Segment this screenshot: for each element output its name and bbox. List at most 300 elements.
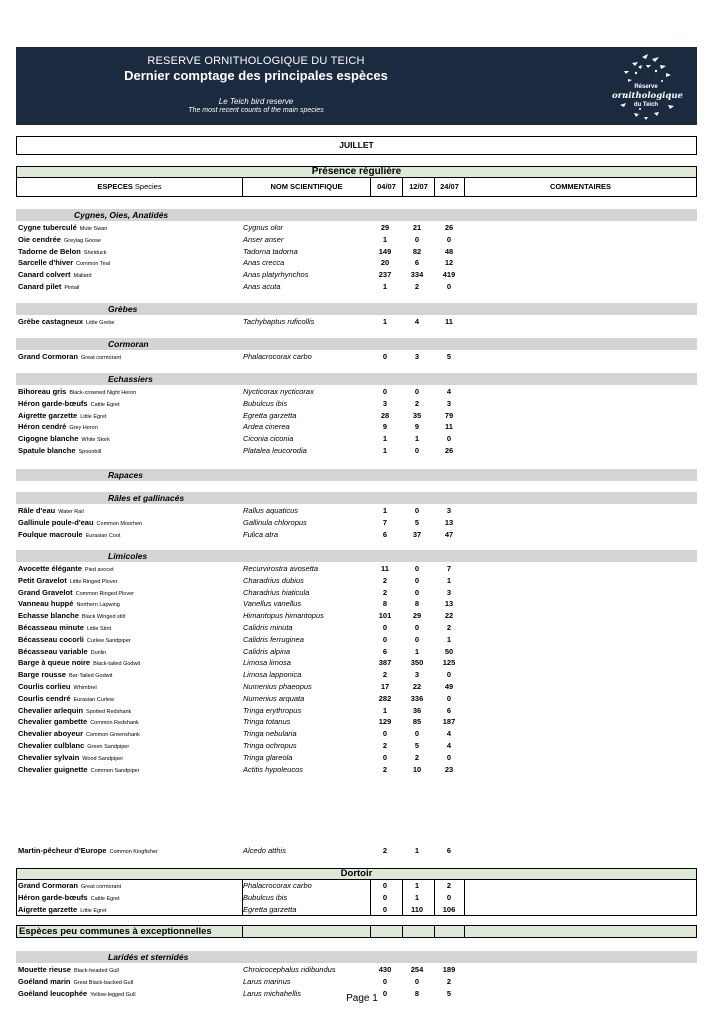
species-name-fr: Héron garde-bœufs: [18, 398, 88, 408]
species-name-fr: Grand Cormoran: [18, 352, 79, 361]
species-row: [16, 433, 697, 445]
species-row: [16, 587, 697, 599]
count-value: 48: [444, 246, 454, 256]
count-value: 0: [414, 575, 420, 585]
species-name-fr: Héron cendré: [18, 422, 67, 432]
scientific-name: Egretta garzetta: [243, 904, 297, 914]
count-value: 0: [382, 881, 388, 890]
count-value: 0: [382, 976, 388, 986]
count-value: 6: [414, 258, 420, 268]
scientific-name: Tringa nebularia: [243, 729, 297, 739]
count-value: 1: [382, 705, 388, 715]
species-name-fr: Oie cendrée: [18, 234, 61, 244]
species-name-fr: Goéland marin: [18, 976, 71, 986]
species-name-fr: Bécasseau cocorli: [18, 634, 84, 644]
count-value: 17: [380, 682, 390, 691]
species-name-en: Little Stint: [86, 626, 112, 632]
count-value: 1: [382, 234, 388, 244]
species-name-en: Curlew Sandpiper: [86, 637, 131, 644]
count-value: 0: [414, 506, 420, 515]
count-value: 8: [382, 599, 388, 609]
count-value: 85: [412, 717, 422, 727]
species-name-en: Wood Sandpiper: [82, 755, 124, 762]
count-value: 2: [382, 670, 388, 680]
count-value: 0: [446, 752, 452, 762]
column-divider: [370, 926, 371, 937]
species-name-en: Common Greenshank: [86, 732, 140, 739]
scientific-name: Himantopus himantopus: [243, 611, 324, 621]
scientific-name: Tringa totanus: [243, 717, 291, 727]
scientific-name: Alcedo atthis: [243, 846, 286, 855]
species-name-fr: Aigrette garzette: [18, 904, 78, 914]
scientific-name: Egretta garzetta: [243, 410, 297, 420]
species-name-en: Common Ringed Plover: [75, 590, 134, 597]
count-value: 387: [378, 658, 392, 668]
count-value: 2: [414, 752, 420, 762]
species-name-en: Little Ringed Plover: [69, 578, 118, 585]
reserve-name-en: Le Teich bird reserve: [218, 97, 294, 106]
scientific-name: Larus marinus: [243, 976, 291, 986]
group-name: Grèbes: [108, 304, 138, 314]
species-row: [16, 257, 697, 269]
species-row: [16, 316, 697, 328]
scientific-name: Numenius arquata: [243, 693, 305, 703]
scientific-name: Phalacrocorax carbo: [243, 352, 312, 361]
scientific-name: Numenius phaeopus: [243, 682, 312, 691]
count-value: 110: [410, 904, 424, 914]
species-name-en: Yellow-legged Gull: [90, 991, 136, 998]
species-name-fr: Petit Gravelot: [18, 575, 67, 585]
comments-column-header: COMMENTAIRES: [549, 182, 612, 191]
count-value: 0: [446, 892, 452, 902]
count-value: 4: [414, 317, 420, 326]
count-value: 1: [382, 506, 388, 515]
count-value: 187: [442, 717, 456, 727]
dortoir-title: Dortoir: [340, 868, 373, 879]
count-value: 0: [382, 988, 388, 998]
group-name: Cormoran: [108, 339, 149, 349]
scientific-name: Anas platyrhynchos: [243, 270, 309, 280]
count-value: 282: [378, 693, 392, 703]
count-value: 4: [446, 729, 452, 739]
species-row: [16, 622, 697, 634]
count-value: 36: [412, 705, 422, 715]
count-value: 12: [444, 258, 454, 268]
count-value: 26: [444, 446, 454, 455]
species-name-en: Bar-Tailed Godwit: [68, 673, 113, 680]
count-value: 2: [446, 881, 452, 890]
count-value: 4: [446, 741, 452, 750]
count-value: 336: [410, 693, 424, 703]
logo-text-1: Réserve: [634, 84, 658, 90]
count-value: 8: [414, 599, 420, 609]
scientific-name: Gallinula chloropus: [243, 517, 307, 527]
date-column-header: 12/07: [403, 178, 435, 196]
column-header-row: [16, 177, 697, 197]
count-value: 2: [382, 846, 388, 855]
count-value: 3: [414, 352, 420, 361]
count-value: 20: [380, 258, 390, 268]
count-value: 1: [414, 892, 420, 902]
count-value: 35: [412, 410, 422, 420]
scientific-name: Calidris ferruginea: [243, 634, 304, 644]
species-name-en: Black-tailed Godwit: [93, 661, 141, 668]
count-value: 1: [414, 846, 420, 855]
species-name-fr: Chevalier aboyeur: [18, 729, 84, 739]
species-row: [16, 517, 697, 529]
species-name-fr: Héron garde-bœufs: [18, 892, 88, 902]
scientific-name: Calidris minuta: [243, 623, 293, 632]
species-name-en: Common Teal: [76, 261, 110, 268]
count-value: 1: [414, 434, 420, 444]
species-row: [16, 610, 697, 622]
group-name: Râles et gallinacés: [108, 493, 185, 503]
count-value: 22: [444, 611, 454, 621]
count-value: 5: [414, 741, 420, 750]
count-value: 37: [412, 529, 422, 539]
month-title: JUILLET: [16, 136, 697, 155]
count-value: 1: [446, 575, 452, 585]
species-row: [16, 598, 697, 610]
species-row: [16, 693, 697, 705]
species-name-fr: Bihoreau gris: [18, 387, 67, 396]
species-row: [16, 281, 697, 293]
species-row: [16, 764, 697, 776]
species-name-en: Spoonbill: [78, 449, 102, 455]
count-value: 0: [382, 892, 388, 902]
species-row: [16, 904, 697, 916]
species-row: [16, 669, 697, 681]
count-value: 1: [414, 646, 420, 656]
species-name: [18, 281, 79, 294]
species-name-fr: Martin-pêcheur d'Europe: [18, 846, 107, 855]
count-value: 189: [442, 965, 456, 974]
count-value: 0: [446, 670, 452, 680]
date-column-header: 04/07: [371, 178, 403, 196]
species-name-fr: Chevalier arlequin: [18, 705, 84, 715]
species-name-fr: Chevalier guignette: [18, 764, 88, 774]
count-value: 11: [445, 317, 453, 326]
species-name-fr: Spatule blanche: [18, 446, 76, 455]
species-name-en: Northern Lapwing: [76, 602, 120, 609]
count-value: 50: [444, 646, 454, 656]
species-row: [16, 246, 697, 258]
exceptional-species-title: [16, 925, 697, 938]
reserve-logo: [612, 51, 683, 121]
species-name-en: Spotted Redshank: [86, 708, 132, 715]
scientific-name: Vanellus vanellus: [243, 599, 302, 609]
count-value: 0: [446, 234, 452, 244]
count-value: 79: [444, 410, 454, 420]
scientific-name: Platalea leucorodia: [243, 446, 307, 455]
count-value: 5: [446, 988, 452, 998]
count-value: 101: [378, 611, 392, 621]
count-value: 6: [382, 646, 388, 656]
species-name: [18, 845, 158, 858]
species-name-fr: Grand Gravelot: [18, 587, 73, 597]
count-value: 2: [382, 575, 388, 585]
count-value: 21: [412, 223, 422, 232]
species-name-en: Great Black-backed Gull: [73, 979, 134, 986]
species-row: [16, 563, 697, 575]
species-name-fr: Bécasseau variable: [18, 646, 88, 656]
count-value: 29: [380, 223, 390, 232]
count-value: 47: [444, 529, 454, 539]
count-value: 0: [446, 434, 452, 444]
species-row: [16, 716, 697, 728]
species-row: [16, 386, 697, 398]
scientific-name: Bubulcus ibis: [243, 398, 288, 408]
scientific-name: Charadrius hiaticula: [243, 587, 310, 597]
count-value: 0: [382, 634, 388, 644]
count-value: 0: [382, 623, 388, 632]
scientific-name: Anas crecca: [243, 258, 285, 268]
species-name-fr: Chevalier culblanc: [18, 741, 85, 750]
species-name-en: Eurasian Curlew: [73, 696, 114, 703]
species-row: [16, 269, 697, 281]
species-name-fr: Goéland leucophée: [18, 988, 88, 998]
count-value: 5: [414, 517, 420, 527]
scientific-name: Limosa lapponica: [243, 670, 302, 680]
count-value: 106: [442, 904, 456, 914]
page-number: Page 1: [346, 993, 378, 1004]
count-value: 419: [442, 270, 456, 280]
group-name: Echassiers: [108, 374, 153, 384]
count-value: 0: [414, 387, 420, 396]
count-value: 0: [446, 282, 452, 291]
scientific-name: Charadrius dubius: [243, 575, 304, 585]
species-name-en: Eurasian Coot: [85, 532, 121, 539]
count-value: 430: [378, 965, 392, 974]
count-value: 0: [414, 623, 420, 632]
scientific-name: Tringa ochropus: [243, 741, 297, 750]
scientific-name: Chroicocephalus ridibundus: [243, 965, 336, 974]
scientific-name: Phalacrocorax carbo: [243, 881, 312, 890]
count-value: 0: [382, 387, 388, 396]
species-name-en: Common Moorhen: [96, 520, 143, 527]
scientific-name: Tringa glareola: [243, 752, 293, 762]
species-name-fr: Courlis corlieu: [18, 682, 71, 691]
species-row: [16, 705, 697, 717]
count-value: 49: [444, 682, 454, 691]
species-name-fr: Gallinule poule-d'eau: [18, 517, 94, 527]
count-value: 237: [378, 270, 392, 280]
species-row: [16, 505, 697, 517]
species-name-en: Grey Heron: [69, 425, 98, 432]
species-row: [16, 728, 697, 740]
species-row: [16, 421, 697, 433]
report-title-en: The most recent counts of the main species: [188, 107, 324, 114]
scientific-name: Tringa erythropus: [243, 705, 302, 715]
species-row: [16, 880, 697, 892]
species-name-en: Common Kingfisher: [109, 849, 158, 855]
scientific-name: Anas acuta: [243, 282, 281, 291]
species-name-fr: Barge à queue noire: [18, 658, 91, 668]
species-name-en: Cattle Egret: [90, 401, 120, 408]
column-divider: [402, 926, 403, 937]
species-name: [18, 529, 120, 542]
count-value: 1: [414, 881, 420, 890]
count-value: 6: [382, 529, 388, 539]
group-name: Cygnes, Oies, Anatidés: [74, 210, 169, 220]
count-value: 2: [382, 587, 388, 597]
count-value: 1: [382, 282, 388, 291]
species-name-en: Dunlin: [90, 649, 107, 656]
species-name-en: Mute Swan: [79, 226, 108, 232]
count-value: 9: [414, 422, 420, 432]
count-value: 10: [412, 764, 422, 774]
species-name-en: Cattle Egret: [90, 895, 120, 902]
count-value: 0: [382, 904, 388, 914]
species-row: [16, 752, 697, 764]
species-row: [16, 529, 697, 541]
count-value: 28: [380, 410, 390, 420]
species-name-fr: Cigogne blanche: [18, 434, 79, 444]
scientific-name: Anser anser: [243, 234, 284, 244]
count-value: 0: [414, 446, 420, 455]
column-divider: [242, 926, 243, 937]
species-name-en: Little Grebe: [86, 320, 115, 326]
count-value: 3: [414, 670, 420, 680]
presence-section-title: Présence régulière: [16, 166, 697, 178]
species-name-en: Little Egret: [80, 907, 107, 914]
count-value: 4: [446, 387, 452, 396]
species-row: [16, 410, 697, 422]
scientific-name: Limosa limosa: [243, 658, 291, 668]
species-name-en: Shelduck: [83, 249, 107, 256]
count-value: 2: [382, 764, 388, 774]
scientific-name: Tadorna tadorna: [243, 246, 298, 256]
species-name-en: Water Rail: [58, 509, 84, 515]
scientific-name: Bubulcus ibis: [243, 892, 288, 902]
species-name: [18, 904, 106, 917]
species-name-fr: Mouette rieuse: [18, 965, 71, 974]
group-header: [16, 951, 697, 963]
scientific-column-header: NOM SCIENTIFIQUE: [243, 178, 371, 196]
species-name: [18, 764, 140, 777]
scientific-name: Fulica atra: [243, 529, 279, 539]
species-name-en: Pied avocet: [84, 567, 114, 573]
count-value: 0: [414, 587, 420, 597]
species-name-en: Mallard: [73, 273, 92, 280]
logo-text-3: du Teich: [633, 102, 659, 108]
species-name-fr: Foulque macroule: [18, 529, 83, 539]
species-row: [16, 976, 697, 988]
scientific-name: Tachybaptus ruficollis: [243, 317, 315, 326]
count-value: 350: [410, 658, 424, 668]
scientific-name: Ardea cinerea: [243, 422, 290, 432]
species-name-fr: Courlis cendré: [18, 693, 71, 703]
count-value: 8: [414, 988, 420, 998]
species-name-fr: Canard pilet: [18, 282, 62, 291]
count-value: 2: [414, 282, 420, 291]
species-name: [18, 351, 121, 364]
count-value: 7: [446, 564, 452, 573]
species-row: [16, 222, 697, 234]
scientific-name: Rallus aquaticus: [243, 506, 299, 515]
count-value: 22: [412, 682, 422, 691]
count-value: 1: [382, 317, 388, 326]
species-name-en: Great cormorant: [81, 355, 122, 361]
species-name: [18, 316, 114, 329]
count-value: 7: [382, 517, 388, 527]
report-header: [16, 47, 697, 125]
group-name: Laridés et sternidés: [108, 952, 189, 962]
species-row: [16, 351, 697, 363]
species-name-fr: Râle d'eau: [18, 506, 56, 515]
group-header: [16, 303, 697, 315]
species-row: [16, 892, 697, 904]
species-row: [16, 445, 697, 457]
count-value: 125: [442, 658, 456, 668]
species-name-en: Pintail: [64, 285, 80, 291]
count-value: 26: [444, 223, 454, 232]
count-value: 6: [446, 705, 452, 715]
species-name-fr: Grand Cormoran: [18, 881, 79, 890]
count-value: 6: [446, 846, 452, 855]
column-divider: [434, 926, 435, 937]
species-name-fr: Echasse blanche: [18, 611, 79, 621]
count-value: 9: [382, 422, 388, 432]
scientific-name: Recurvirostra avosetta: [243, 564, 319, 573]
count-value: 0: [414, 234, 420, 244]
logo-text-2: ornithologique: [612, 91, 683, 101]
count-value: 334: [410, 270, 424, 280]
group-header: [16, 492, 697, 504]
group-name: Rapaces: [108, 470, 143, 480]
species-row: [16, 657, 697, 669]
species-name-en: Common Sandpiper: [90, 767, 140, 774]
group-header: [16, 373, 697, 385]
count-value: 3: [446, 587, 452, 597]
species-name-en: Black Winged stilt: [81, 614, 126, 621]
species-name-fr: Chevalier sylvain: [18, 752, 80, 762]
count-value: 11: [381, 564, 389, 573]
species-name-fr: Canard colvert: [18, 270, 71, 280]
species-name: [18, 445, 101, 458]
scientific-name: Cygnus olor: [243, 223, 284, 232]
group-header: [16, 209, 697, 221]
species-row: [16, 646, 697, 658]
species-name-fr: Tadorne de Belon: [18, 246, 81, 256]
group-header: [16, 338, 697, 350]
species-row: [16, 398, 697, 410]
group-header: [16, 469, 697, 481]
species-row: [16, 964, 697, 976]
species-name-fr: Avocette élégante: [18, 564, 82, 573]
species-name-en: Green Sandpiper: [87, 744, 130, 750]
count-value: 5: [446, 352, 452, 361]
count-value: 1: [382, 434, 388, 444]
count-value: 2: [446, 623, 452, 632]
count-value: 0: [414, 976, 420, 986]
reserve-name: RESERVE ORNITHOLOGIQUE DU TEICH: [147, 55, 365, 67]
species-name-fr: Grèbe castagneux: [18, 317, 84, 326]
count-value: 13: [444, 517, 454, 527]
count-value: 2: [414, 398, 420, 408]
count-value: 1: [382, 446, 388, 455]
count-value: 0: [382, 752, 388, 762]
species-name-en: Great cormorant: [81, 884, 122, 890]
scientific-name: Nycticorax nycticorax: [243, 387, 314, 396]
column-divider: [464, 926, 465, 937]
species-name-en: Whimbrel: [73, 685, 97, 691]
count-value: 2: [446, 976, 452, 986]
species-name-fr: Cygne tuberculé: [18, 223, 77, 232]
group-header: [16, 550, 697, 562]
report-title: Dernier comptage des principales espèces: [124, 68, 388, 83]
species-row: [16, 234, 697, 246]
